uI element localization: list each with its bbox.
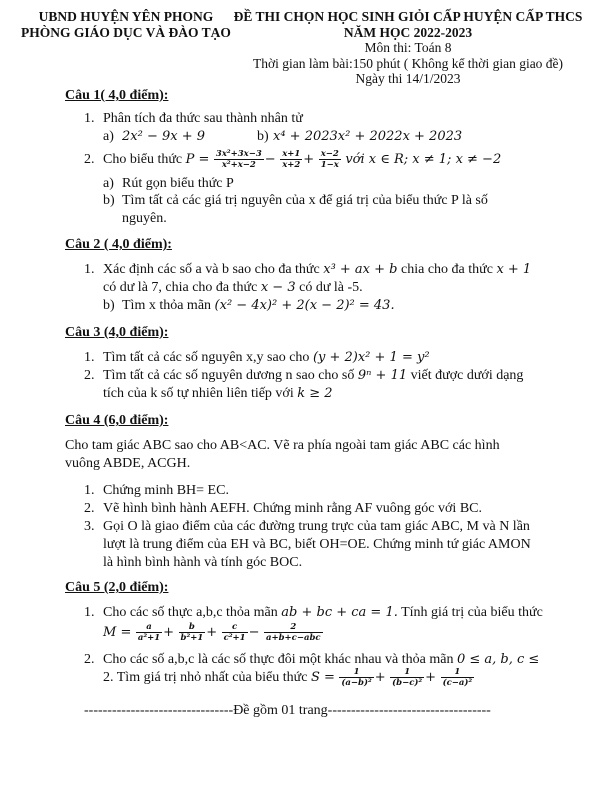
exam-date: Ngày thi 14/1/2023 <box>355 71 461 86</box>
school-year: NĂM HỌC 2022-2023 <box>343 24 473 40</box>
q1-item2-P: P = <box>185 152 210 167</box>
numerator: a <box>136 622 162 633</box>
q2-itemb-text: Tìm x thỏa mãn <box>122 298 212 313</box>
denominator: b²+1 <box>180 633 204 644</box>
q3-item2-expr-2: k ≥ 2 <box>297 386 333 401</box>
q5-item2-S: S = <box>310 670 335 685</box>
q2-item1-text-2: chia cho đa thức <box>401 262 493 277</box>
q5-item1-M: M = <box>103 625 132 640</box>
denominator: (c−a)² <box>442 678 473 689</box>
q4-item3-text-2: lượt là trung điểm của EH và BC, biết OH=OE. Chứng minh tứ giác AMON <box>103 537 531 552</box>
denominator: x+2 <box>282 160 301 171</box>
denominator: c²+1 <box>223 633 246 644</box>
q1-item2-text: Cho biểu thức <box>103 152 183 167</box>
q2-heading: Câu 2 ( 4,0 điểm): <box>65 237 172 252</box>
numerator: x−2 <box>320 149 339 160</box>
q4-heading: Câu 4 (6,0 điểm): <box>65 413 169 428</box>
fraction <box>441 667 475 688</box>
fraction <box>136 622 162 643</box>
operator: + <box>374 670 386 685</box>
numerator: 1 <box>390 667 424 678</box>
q2-item1-expr-2: x + 1 <box>496 262 532 277</box>
q3-item1-text: Tìm tất cả các số nguyên x,y sao cho <box>103 350 310 365</box>
q1-item2-condition: với x ∈ R; x ≠ 1; x ≠ −2 <box>345 152 502 167</box>
fraction <box>179 622 206 643</box>
q3-item1-expr: (y + 2)x² + 1 = y² <box>312 350 430 365</box>
q2-item1-expr-3: x − 3 <box>260 280 296 295</box>
q1-item2-number: 2. <box>84 152 95 167</box>
q1-item2-line <box>103 146 501 174</box>
exam-title: ĐỀ THI CHỌN HỌC SINH GIỎI CẤP HUYỆN CẤP THCS <box>233 9 583 24</box>
exam-info-block <box>232 9 584 87</box>
q2-itemb-label: b) <box>103 298 115 313</box>
q5-item2-text-2: 2. Tìm giá trị nhỏ nhất của biểu thức <box>103 670 308 685</box>
q5-item2-text-1: Cho các số a,b,c là các số thực đôi một khác nhau và thỏa mãn <box>103 652 454 667</box>
q1-item2a-text: Rút gọn biểu thức P <box>122 176 234 191</box>
q4-intro-2: vuông ABDE, ACGH. <box>65 456 191 471</box>
q4-item3-number: 3. <box>84 519 95 534</box>
numerator: 2 <box>264 622 323 633</box>
q3-item1-line <box>103 350 430 366</box>
q2-item1-line-1 <box>103 262 531 278</box>
q3-item2-line-1 <box>103 368 523 384</box>
fraction <box>319 149 341 170</box>
q2-item1-number: 1. <box>84 262 95 277</box>
q3-item2-line-2 <box>103 386 333 402</box>
q1-item1-text: Phân tích đa thức sau thành nhân tử <box>103 111 303 126</box>
q5-item2-expr-1: 0 ≤ a, b, c ≤ <box>456 652 540 667</box>
q4-item3-text-1: Gọi O là giao điểm của các đường trung trực của tam giác ABC, M và N lần <box>103 519 530 534</box>
operator: + <box>425 670 437 685</box>
q1-item1-number: 1. <box>84 111 95 126</box>
q1-item2b-text-1: Tìm tất cả các giá trị nguyên của x để giá trị của biểu thức P là số <box>122 193 488 208</box>
q4-item3-text-3: là hình bình hành và tính góc BOC. <box>103 555 303 570</box>
q5-item1-number: 1. <box>84 605 95 620</box>
footer-text: Đề gồm 01 trang <box>233 703 328 718</box>
q1-item1a-label: a) <box>103 129 114 144</box>
fraction <box>222 622 248 643</box>
fraction <box>339 667 373 688</box>
numerator: 3x²+3x−3 <box>215 149 262 160</box>
q1-item2b-label: b) <box>103 193 115 208</box>
q3-item2-expr: 9ⁿ + 11 <box>357 368 408 383</box>
fraction <box>280 149 302 170</box>
q2-item1-text-3: có dư là 7, chia cho đa thức <box>103 280 258 295</box>
numerator: x+1 <box>282 149 301 160</box>
q5-item1-text-1: Cho các số thực a,b,c thỏa mãn <box>103 605 278 620</box>
numerator: b <box>179 622 206 633</box>
denominator: (b−c)² <box>392 678 423 689</box>
fraction <box>214 149 264 170</box>
numerator: 1 <box>339 667 373 678</box>
operator: + <box>206 625 218 640</box>
q5-item2-number: 2. <box>84 652 95 667</box>
q5-heading: Câu 5 (2,0 điểm): <box>65 580 169 595</box>
q1-item1b-label: b) <box>257 129 269 144</box>
q2-itemb-line <box>122 298 395 314</box>
q1-item1a-expr: 2x² − 9x + 9 <box>122 129 206 144</box>
issuer-line-2: PHÒNG GIÁO DỤC VÀ ĐÀO TẠO <box>21 25 231 40</box>
q5-item1-expr: ab + bc + ca = 1. <box>281 605 398 620</box>
q1-item1b-expr: x⁴ + 2023x² + 2022x + 2023 <box>273 129 463 144</box>
q2-item1-expr-1: x³ + ax + b <box>323 262 398 277</box>
q3-item2-text-2: viết được dưới dạng <box>410 368 524 383</box>
q4-item1-text: Chứng minh BH= EC. <box>103 483 229 498</box>
denominator: a²+1 <box>137 633 161 644</box>
operator: + <box>163 625 175 640</box>
denominator: 1−x <box>320 160 339 171</box>
q4-item2-text: Vẽ hình bình hành AEFH. Chứng minh rằng AF vuông góc với BC. <box>103 501 482 516</box>
fraction <box>264 622 323 643</box>
operator: − <box>248 625 260 640</box>
q1-item2a-label: a) <box>103 176 114 191</box>
q4-intro-1: Cho tam giác ABC sao cho AB<AC. Vẽ ra phía ngoài tam giác ABC các hình <box>65 438 500 453</box>
footer-dashes-left: -------------------------------- <box>84 703 234 718</box>
q4-item2-number: 2. <box>84 501 95 516</box>
subject: Môn thi: Toán 8 <box>364 40 452 55</box>
denominator: x²+x−2 <box>221 160 256 171</box>
q3-heading: Câu 3 (4,0 điểm): <box>65 325 169 340</box>
q3-item2-text-3: tích của k số tự nhiên liên tiếp với <box>103 386 294 401</box>
operator: − <box>264 152 276 167</box>
issuer-line-1: UBND HUYỆN YÊN PHONG <box>38 9 214 24</box>
issuer-block <box>20 9 232 41</box>
numerator: 1 <box>441 667 475 678</box>
q3-item2-text-1: Tìm tất cả các số nguyên dương n sao cho số <box>103 368 355 383</box>
q5-item2-line-2 <box>103 664 475 692</box>
q2-item1-text-1: Xác định các số a và b sao cho đa thức <box>103 262 320 277</box>
denominator: a+b+c−abc <box>265 633 321 644</box>
q2-itemb-expr: (x² − 4x)² + 2(x − 2)² = 43. <box>214 298 395 313</box>
q5-item1-formula <box>103 619 324 647</box>
q3-item1-number: 1. <box>84 350 95 365</box>
page-footer <box>84 703 514 719</box>
q4-item1-number: 1. <box>84 483 95 498</box>
q3-item2-number: 2. <box>84 368 95 383</box>
denominator: (a−b)² <box>341 678 372 689</box>
q5-item1-text-2: Tính giá trị của biểu thức <box>401 605 543 620</box>
operator: + <box>303 152 315 167</box>
numerator: c <box>222 622 248 633</box>
fraction <box>390 667 424 688</box>
q1-item2b-text-2: nguyên. <box>122 211 167 226</box>
footer-dashes-right: ----------------------------------- <box>327 703 491 718</box>
q2-item1-line-2 <box>103 280 363 296</box>
q1-heading: Câu 1( 4,0 điểm): <box>65 88 169 103</box>
q2-item1-text-4: có dư là -5. <box>299 280 363 295</box>
duration: Thời gian làm bài:150 phút ( Không kể thời gian giao đề) <box>252 55 564 71</box>
